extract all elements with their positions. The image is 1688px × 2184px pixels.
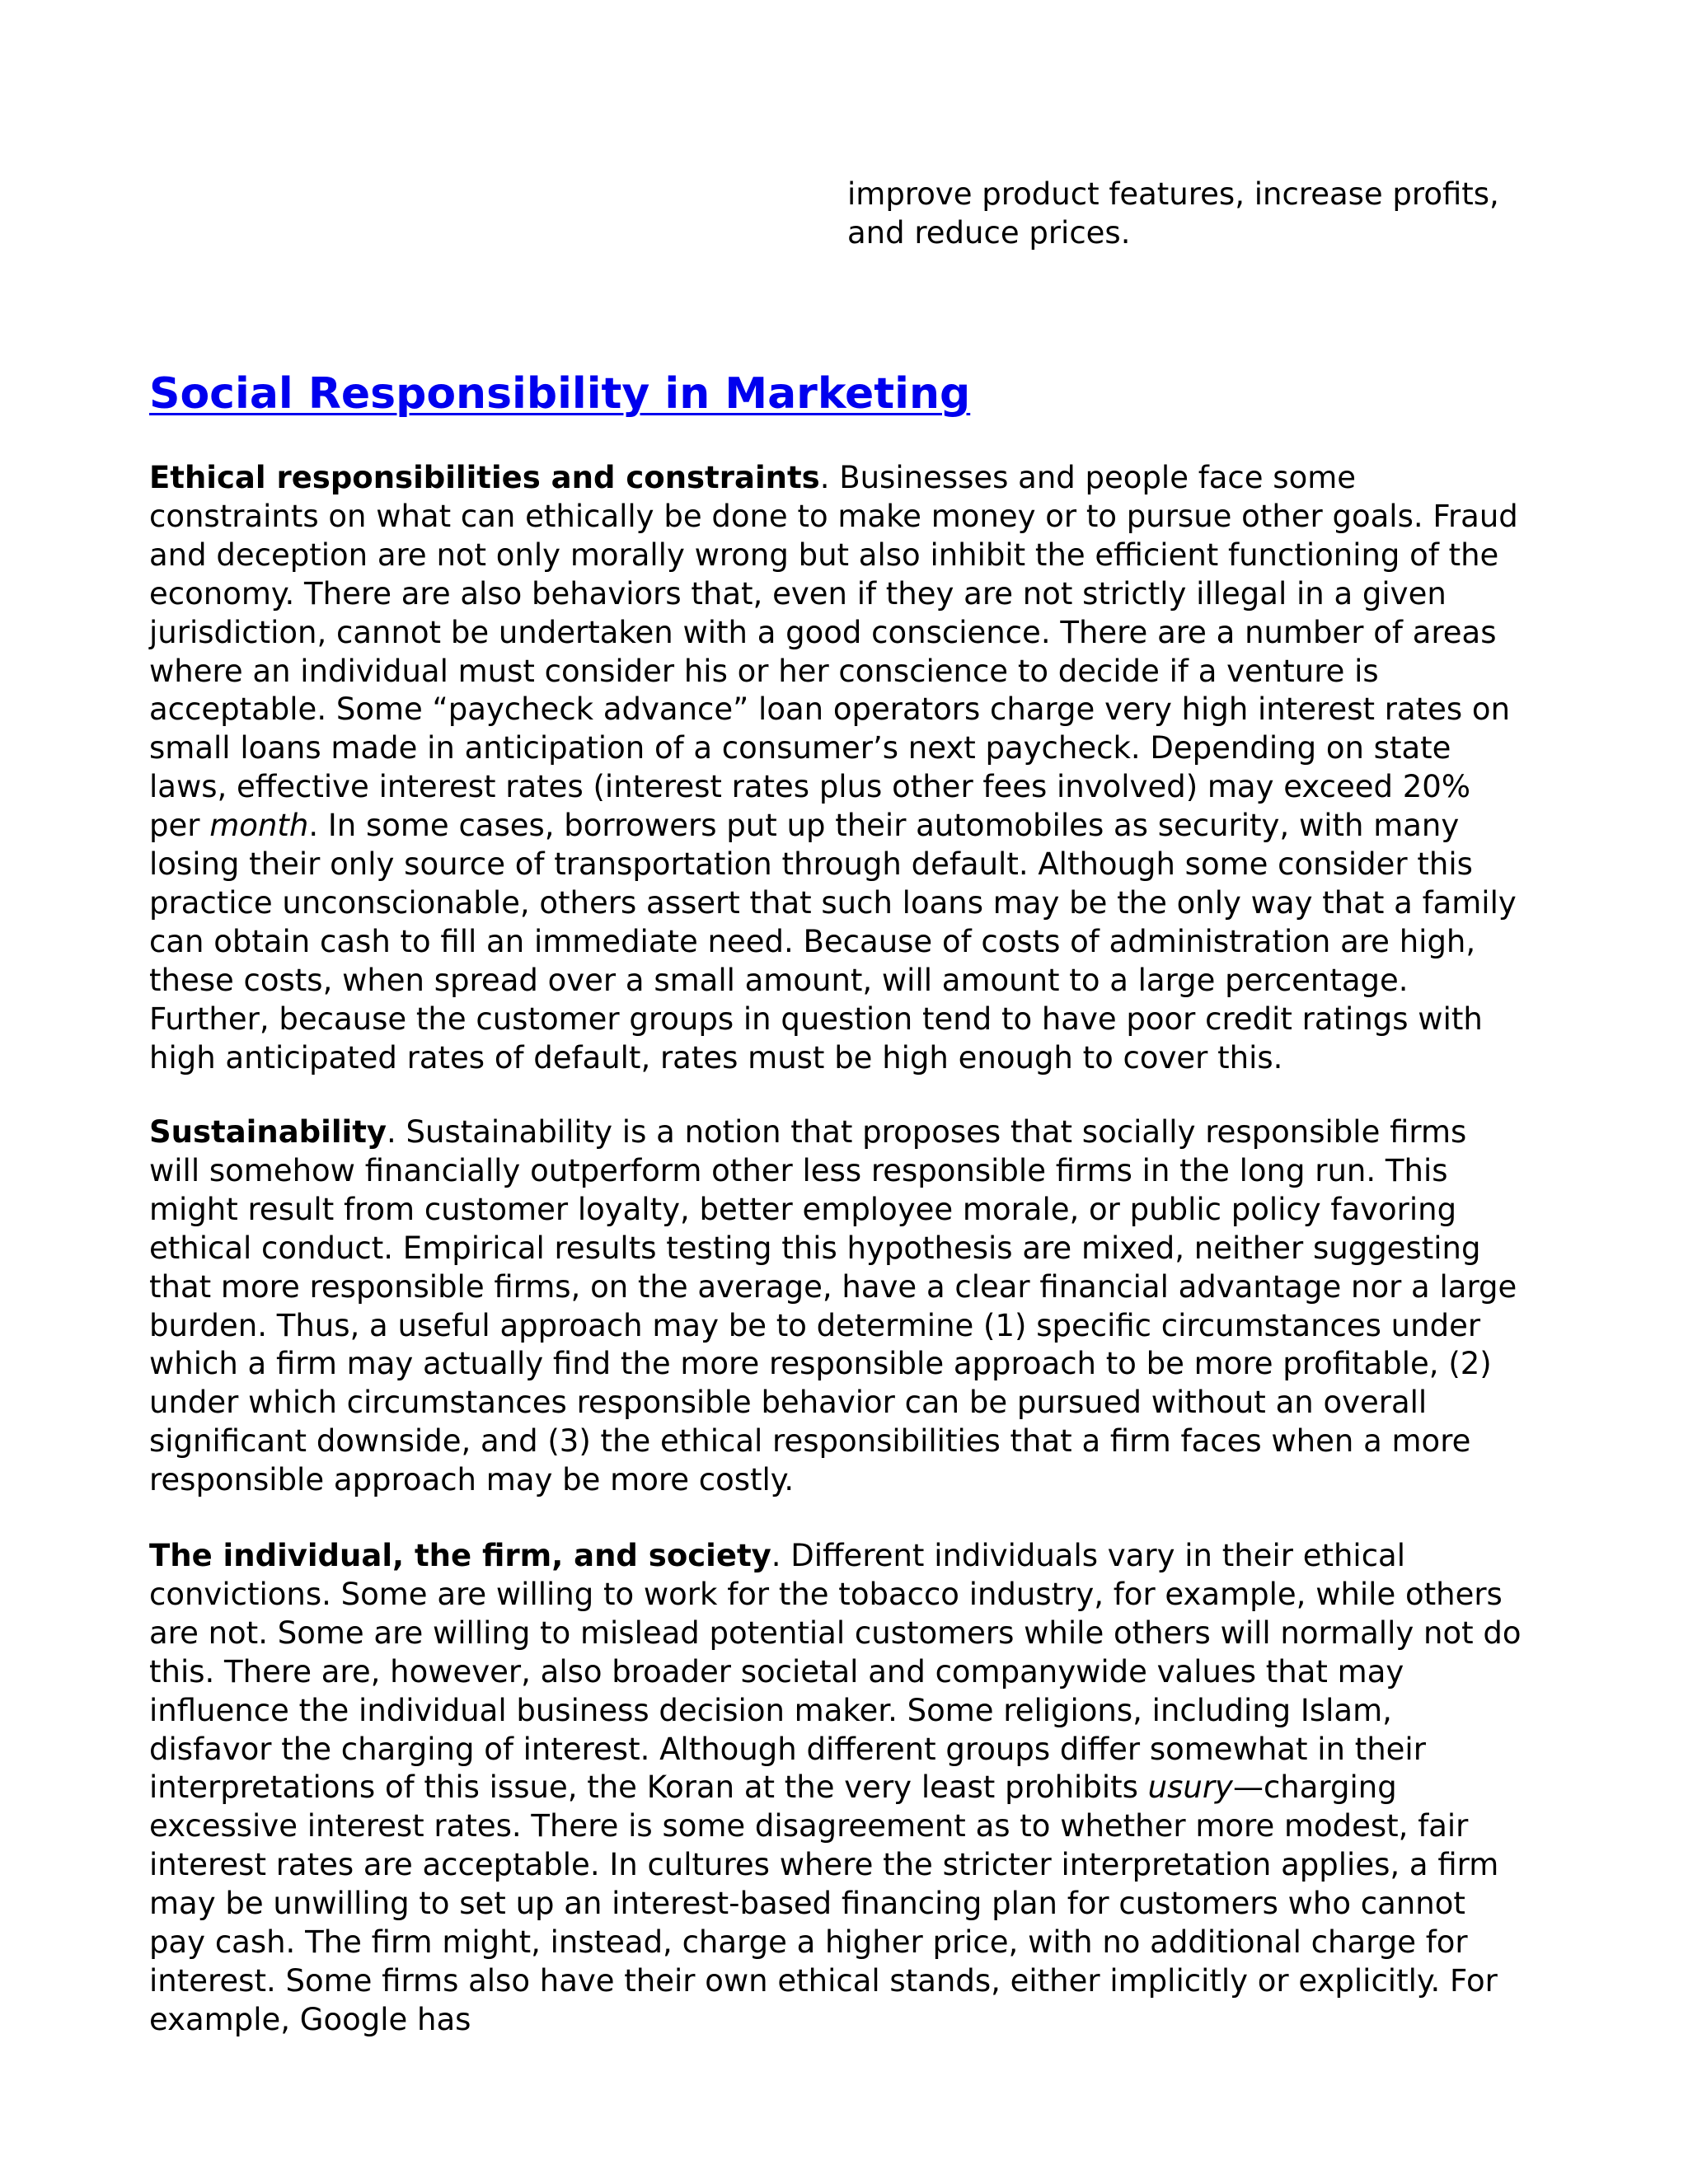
paragraph-lead-individual: The individual, the firm, and society xyxy=(149,1538,771,1573)
emphasis-text: month xyxy=(209,808,309,844)
paragraph-text: —charging excessive interest rates. There is some disagreement as to whether more modest, fair interest rates are acceptable. In cultures where the stricter interpretation applies, a firm may be unwilling to set up an interest-based financing plan for customers who cannot pay cash. The firm might, instead, charge a higher price, with no additional charge for interest. Some firms also have their own ethical stands, either implicitly or explicitly. For example, Google has xyxy=(149,1769,1499,2037)
section-title-link[interactable]: Social Responsibility in Marketing xyxy=(149,369,971,419)
paragraph-text: . Sustainability is a notion that proposes that socially responsible firms will somehow financially outperform other less responsible firms in the long run. This might result from customer loyalty, better employee morale, or public policy favoring ethical conduct. Empirical results testing this hypothesis are mixed, neither suggesting that more responsible firms, on the average, have a clear financial advantage nor a large burden. Thus, a useful approach may be to determine (1) specific circumstances under which a firm may actually find the more responsible approach to be more profitable, (2) under which circumstances responsible behavior can be pursued without an overall significant downside, and (3) the ethical responsibilities that a firm faces when a more responsible approach may be more costly. xyxy=(149,1114,1517,1498)
paragraph-text: . Different individuals vary in their ethical convictions. Some are willing to work for the tobacco industry, for example, while others are not. Some are willing to mislead potential customers while others will normally not do this. There are, however, also broader societal and companywide values that may influence the individual business decision maker. Some religions, including Islam, disfavor the charging of interest. Although different groups differ somewhat in their interpretations of this issue, the Koran at the very least prohibits xyxy=(149,1538,1522,1806)
paragraph-text: . Businesses and people face some constraints on what can ethically be done to make money or to pursue other goals. Fraud and deception are not only morally wrong but also inhibit the efficient functioning of the economy. There are also behaviors that, even if they are not strictly illegal in a given jurisdiction, cannot be undertaken with a good conscience. There are a number of areas where an individual must consider his or her conscience to decide if a venture is acceptable. Some “paycheck advance” loan operators charge very high interest rates on small loans made in anticipation of a consumer’s next paycheck. Depending on state laws, effective interest rates (interest rates plus other fees involved) may exceed 20% per xyxy=(149,460,1518,844)
paragraph-sustainability xyxy=(149,1113,1522,1500)
carryover-paragraph: improve product features, increase profits, and reduce prices. xyxy=(847,176,1499,251)
paragraph-individual-firm-society xyxy=(149,1537,1522,2040)
paragraph-lead-ethical: Ethical responsibilities and constraints xyxy=(149,460,820,495)
paragraph-ethical-responsibilities xyxy=(149,459,1522,1078)
paragraph-lead-sustainability: Sustainability xyxy=(149,1114,387,1150)
paragraph-text: . In some cases, borrowers put up their automobiles as security, with many losing their only source of transportation through default. Although some consider this practice unconscionable, others assert that such loans may be the only way that a family can obtain cash to fill an immediate need. Because of costs of administration are high, these costs, when spread over a small amount, will amount to a large percentage. Further, because the customer groups in question tend to have poor credit ratings with high anticipated rates of default, rates must be high enough to cover this. xyxy=(149,808,1517,1076)
emphasis-text: usury xyxy=(1147,1769,1233,1806)
